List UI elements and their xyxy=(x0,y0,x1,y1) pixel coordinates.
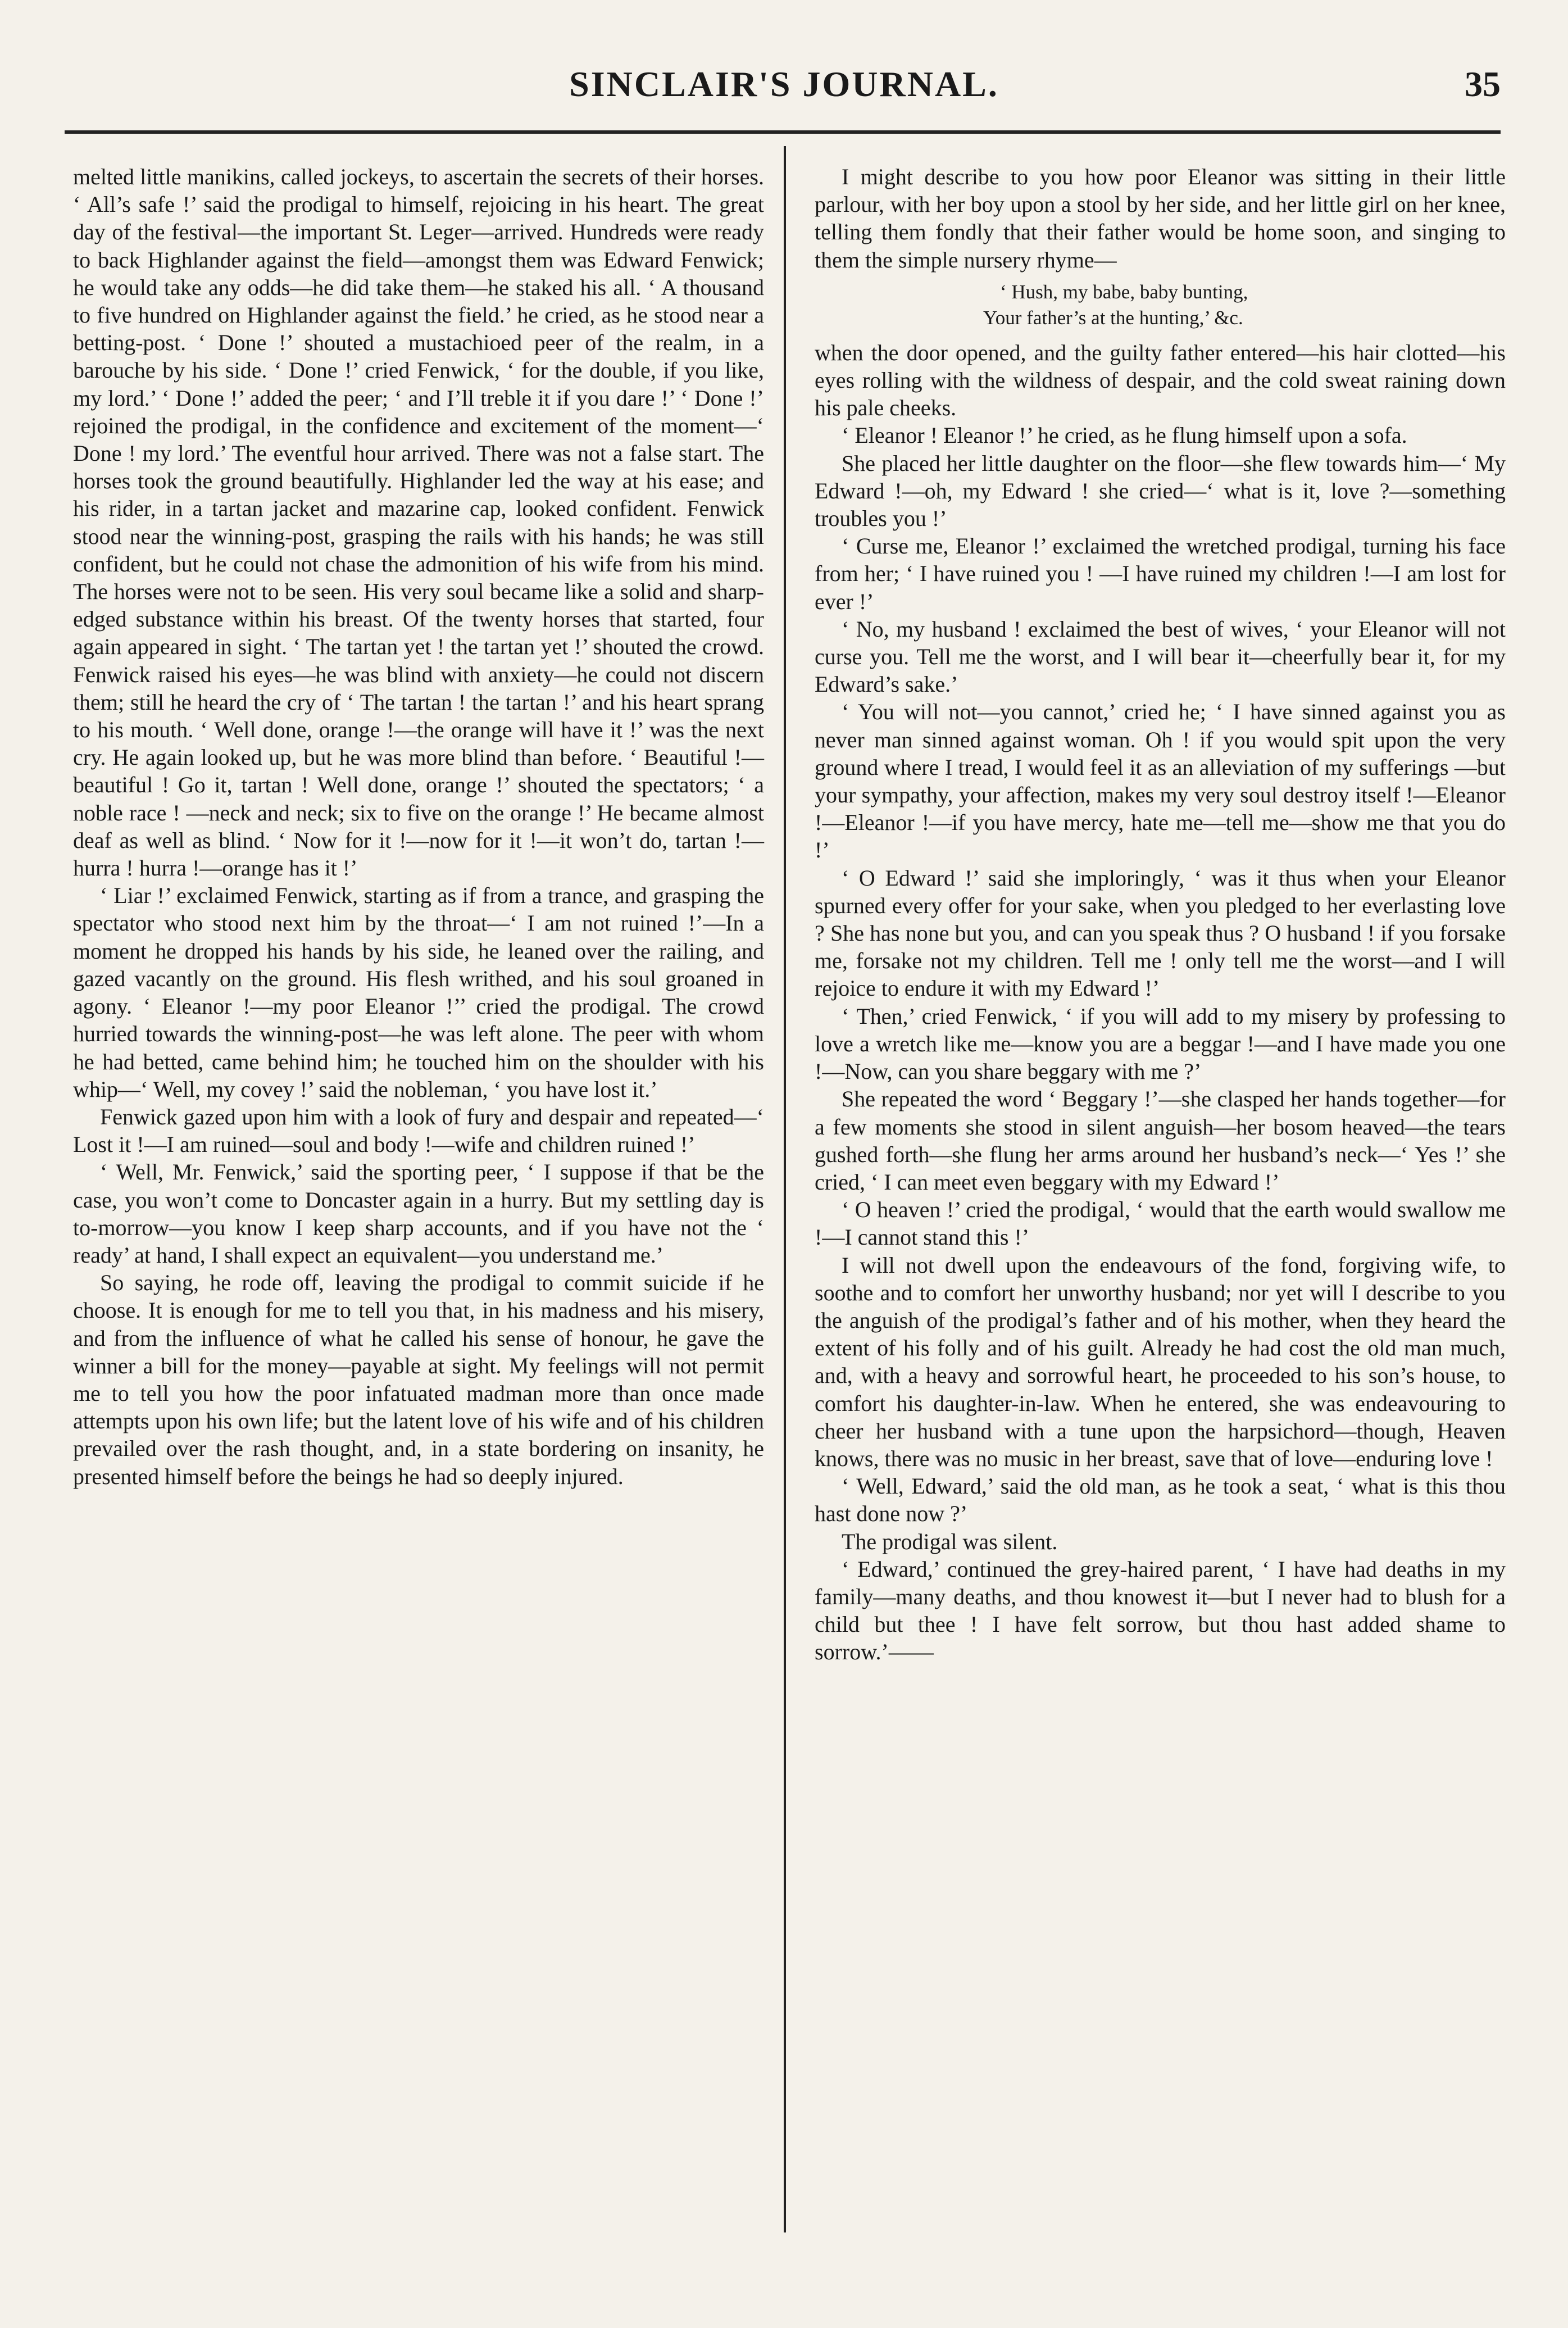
paragraph: ‘ Edward,’ continued the grey-haired parent, ‘ I have had deaths in my family—many deaths, and thou knowest it—but I never had to blush for a child but thee ! I have felt sorrow, but thou hast added shame to sorrow.’—— xyxy=(815,1556,1506,1665)
paragraph: ‘ No, my husband ! exclaimed the best of wives, ‘ your Eleanor will not curse you. Tell me the worst, and I will bear it—cheerfully bear it, for my Edward’s sake.’ xyxy=(815,616,1506,697)
paragraph: ‘ O heaven !’ cried the prodigal, ‘ would that the earth would swallow me !—I cannot stand this !’ xyxy=(815,1197,1506,1250)
page-number: 35 xyxy=(1465,64,1501,104)
right-column xyxy=(815,163,1506,2294)
paragraph: She repeated the word ‘ Beggary !’—she clasped her hands together—for a few moments she stood in silent anguish—her bosom heaved—the tears gushed forth—she flung her arms around her husband’s neck—‘ Yes !’ she cried, ‘ I can meet even beggary with my Edward !’ xyxy=(815,1086,1506,1195)
paragraph: when the door opened, and the guilty father entered—his hair clotted—his eyes rolling with the wildness of despair, and the cold sweat raining down his pale cheeks. xyxy=(815,339,1506,421)
paragraph: ‘ Eleanor ! Eleanor !’ he cried, as he flung himself upon a sofa. xyxy=(842,423,1407,448)
paragraph: ‘ Then,’ cried Fenwick, ‘ if you will add to my misery by professing to love a wretch like me—know you are a beggar !—and I have made you one !—Now, can you share beggary with me ?’ xyxy=(815,1003,1506,1084)
paragraph: I might describe to you how poor Eleanor was sitting in their little parlour, with her boy upon a stool by her side, and her little girl on her knee, telling them fondly that their father would be home soon, and singing to them the simple nursery rhyme— xyxy=(815,164,1506,273)
paragraph: ‘ O Edward !’ said she imploringly, ‘ was it thus when your Eleanor spurned every offer for your sake, when you pledged to her everlasting love ? She has none but you, and can you speak thus ? O husband ! if you forsake me, forsake not my children. Tell me ! only tell me the worst—and I will rejoice to endure it with my Edward !’ xyxy=(815,865,1506,1001)
paragraph: ‘ You will not—you cannot,’ cried he; ‘ I have sinned against you as never man sinned against woman. Oh ! if you would spit upon the very ground where I tread, I would feel it as an alleviation of my sufferings —but your sympathy, your affection, makes my very soul destroy itself !—Eleanor !—Eleanor !—if you have mercy, hate me—tell me—show me that you do !’ xyxy=(815,699,1506,863)
paragraph: ‘ Liar !’ exclaimed Fenwick, starting as if from a trance, and grasping the spectator who stood next him by the throat—‘ I am not ruined !’—In a moment he dropped his hands by his side, he leaned over the railing, and gazed vacantly on the ground. His flesh writhed, and his soul groaned in agony. ‘ Eleanor !—my poor Eleanor !’’ cried the prodigal. The crowd hurried towards the winning-post—he was left alone. The peer with whom he had betted, came behind him; he touched him on the shoulder with his whip—‘ Well, my covey !’ said the nobleman, ‘ you have lost it.’ xyxy=(73,883,764,1102)
paragraph: I will not dwell upon the endeavours of the fond, forgiving wife, to soothe and to comfort her unworthy husband; nor yet will I describe to you the anguish of the prodigal’s father and of his mother, when they heard the extent of his folly and of his guilt. Already he had cost the old man much, and, with a heavy and sorrowful heart, he proceeded to his son’s house, to comfort his daughter-in-law. When he entered, she was endeavouring to cheer her husband with a tune upon the harpsichord—though, Heaven knows, there was no music in her breast, save that of love—enduring love ! xyxy=(815,1252,1506,1471)
paragraph: melted little manikins, called jockeys, to ascertain the secrets of their horses. ‘ All’s safe !’ said the prodigal to himself, rejoicing in his heart. The great day of the festival—the important St. Leger—arrived. Hundreds were ready to back Highlander against the field—amongst them was Edward Fenwick; he would take any odds—he did take them—he staked his all. ‘ A thousand to five hundred on Highlander against the field.’ he cried, as he stood near a betting-post. ‘ Done !’ shouted a mustachioed peer of the realm, in a barouche by his side. ‘ Done !’ cried Fenwick, ‘ for the double, if you like, my lord.’ ‘ Done !’ added the peer; ‘ and I’ll treble it if you dare !’ ‘ Done !’ rejoined the prodigal, in the confidence and excitement of the moment—‘ Done ! my lord.’ The eventful hour arrived. There was not a false start. The horses took the ground beautifully. Highlander led the way at his ease; and his rider, in a tartan jacket and mazarine cap, looked confident. Fenwick stood near the winning-post, grasping the rails with his hands; he was still confident, but he could not chase the admonition of his wife from his mind. The horses were not to be seen. His very soul became like a solid and sharp-edged substance within his breast. Of the twenty horses that started, four again appeared in sight. ‘ The tartan yet ! the tartan yet !’ shouted the crowd. Fenwick raised his eyes—he was blind with anxiety—he could not discern them; still he heard the cry of ‘ The tartan ! the tartan !’ and his heart sprang to his mouth. ‘ Well done, orange !—the orange will have it !’ was the next cry. He again looked up, but he was more blind than before. ‘ Beautiful !—beautiful ! Go it, tartan ! Well done, orange !’ shouted the spectators; ‘ a noble race ! —neck and neck; six to five on the orange !’ He became almost deaf as well as blind. ‘ Now for it !—now for it !—it won’t do, tartan !—hurra ! hurra !—orange has it !’ xyxy=(73,164,764,881)
left-column xyxy=(73,163,764,2294)
verse-line: Your father’s at the hunting,’ &c. xyxy=(983,306,1243,329)
journal-title: SINCLAIR'S JOURNAL. xyxy=(569,64,999,104)
header-rule xyxy=(65,130,1501,134)
paragraph: ‘ Curse me, Eleanor !’ exclaimed the wretched prodigal, turning his face from her; ‘ I have ruined you ! —I have ruined my children !—I am lost for ever !’ xyxy=(815,533,1506,614)
verse-line: ‘ Hush, my babe, baby bunting, xyxy=(1000,280,1248,303)
paragraph: ‘ Well, Mr. Fenwick,’ said the sporting peer, ‘ I suppose if that be the case, you won’t come to Doncaster again in a hurry. But my settling day is to-morrow—you know I keep sharp accounts, and if you have not the ‘ ready’ at hand, I shall expect an equivalent—you understand me.’ xyxy=(73,1159,764,1268)
paragraph: ‘ Well, Edward,’ said the old man, as he took a seat, ‘ what is this thou hast done now ?’ xyxy=(815,1473,1506,1527)
nursery-rhyme xyxy=(815,279,1506,331)
paragraph: Fenwick gazed upon him with a look of fury and despair and repeated—‘ Lost it !—I am ruined—soul and body !—wife and children ruined !’ xyxy=(73,1104,764,1158)
page-header xyxy=(34,10,1534,122)
paragraph: So saying, he rode off, leaving the prodigal to commit suicide if he choose. It is enough for me to tell you that, in his madness and his misery, and from the influence of what he called his sense of honour, he gave the winner a bill for the money—payable at sight. My feelings will not permit me to tell you how the poor infatuated madman more than once made attempts upon his own life; but the latent love of his wife and of his children prevailed over the rash thought, and, in a state bordering on insanity, he presented himself before the beings he had so deeply injured. xyxy=(73,1270,764,1489)
article-body xyxy=(73,163,1506,2294)
paragraph: She placed her little daughter on the floor—she flew towards him—‘ My Edward !—oh, my Edward ! she cried—‘ what is it, love ?—something troubles you !’ xyxy=(815,450,1506,532)
paragraph: The prodigal was silent. xyxy=(842,1528,1058,1554)
